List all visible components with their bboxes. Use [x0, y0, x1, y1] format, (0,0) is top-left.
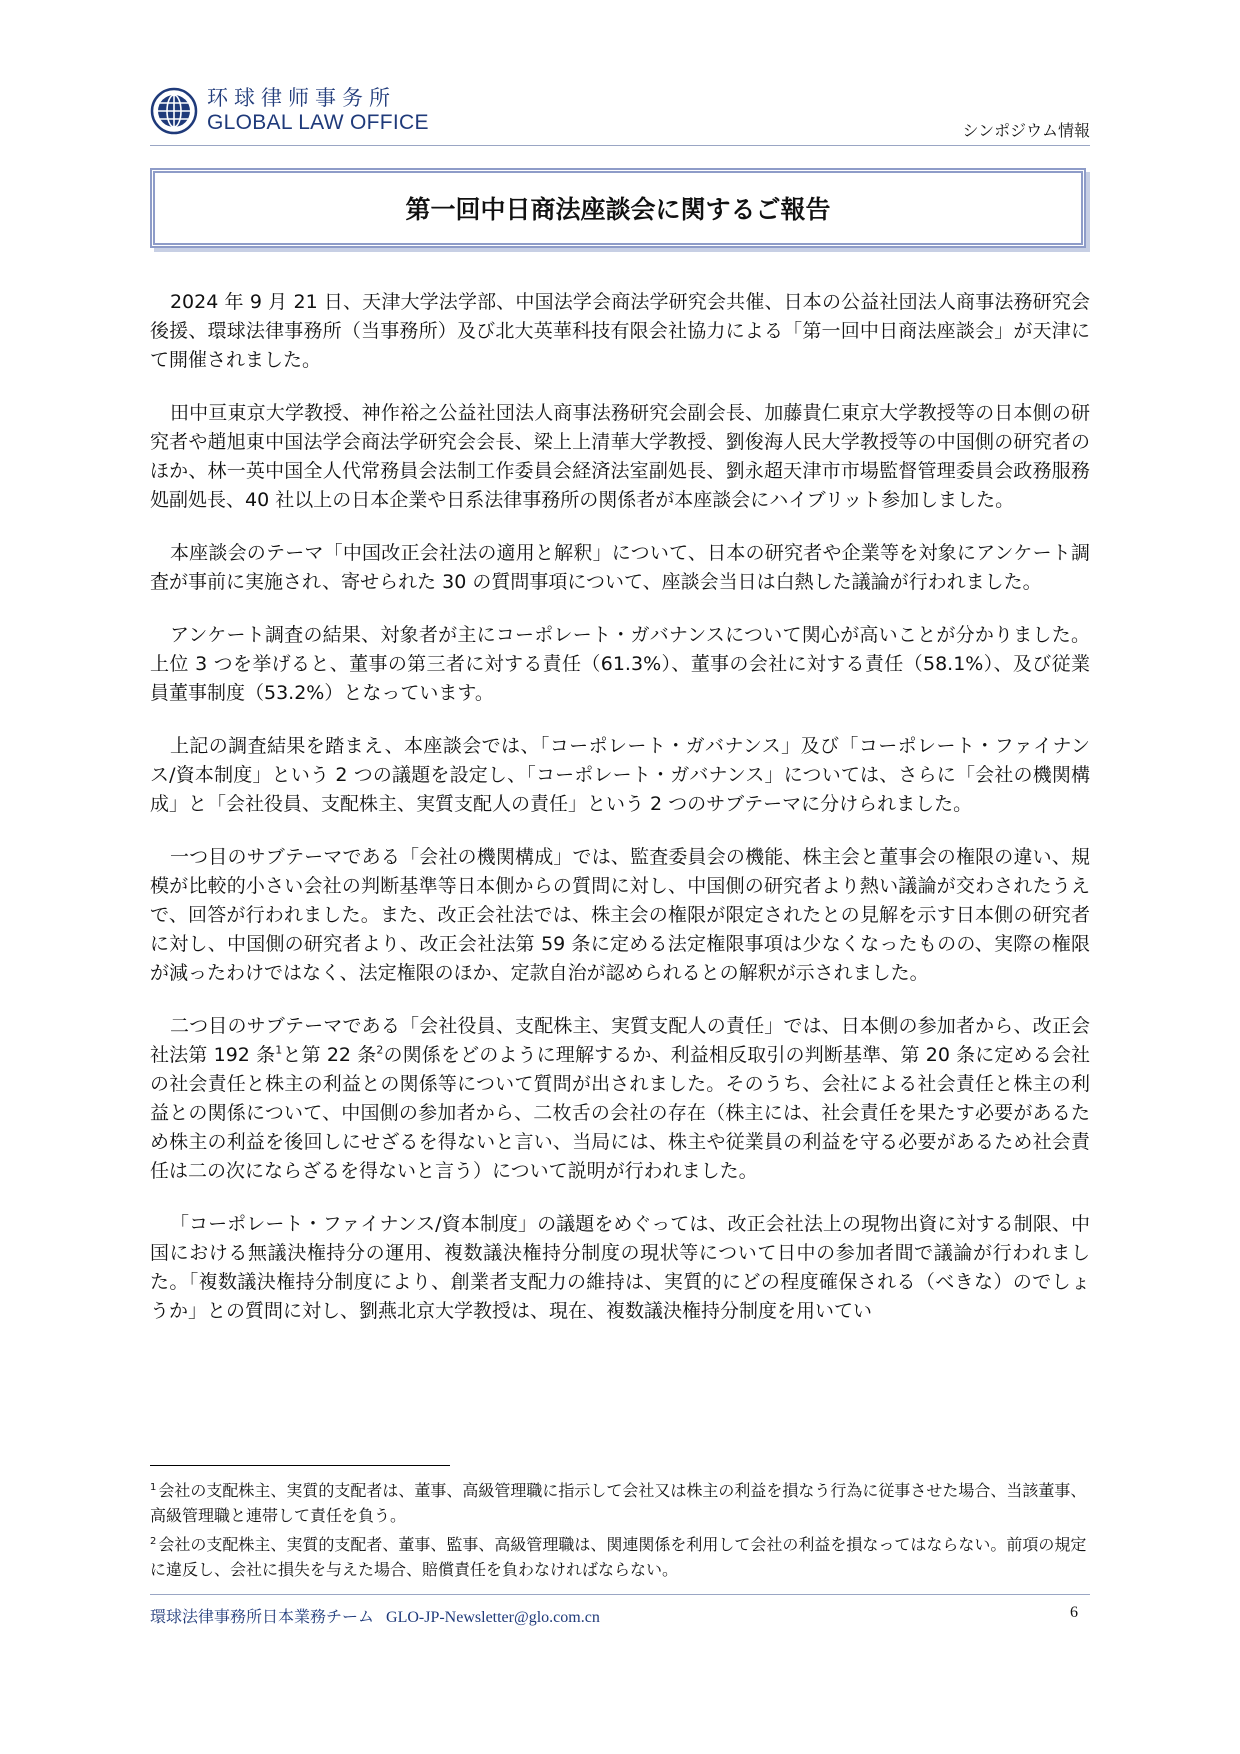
paragraph: 一つ目のサブテーマである「会社の機関構成」では、監査委員会の機能、株主会と董事会の権限の違い、規模が比較的小さい会社の判断基準等日本側からの質問に対し、中国側の研究者より熱い議論が交わされたうえで、回答が行われました。また、改正会社法では、株主会の権限が限定されたとの見解を示す日本側の研究者に対し、中国側の研究者より、改正会社法第 59 条に定める法定権限事項は少なくなったものの、実際の権限が減ったわけではなく、法定権限のほか、定款自治が認められるとの解釈が示されました。 — [150, 846, 1090, 984]
logo-english-name: GLOBAL LAW OFFICE — [207, 111, 429, 134]
page-title: 第一回中日商法座談会に関するご報告 — [405, 195, 831, 224]
page-number: 6 — [1070, 1604, 1078, 1621]
page-header — [150, 86, 1090, 148]
footer-team: 環球法律事務所日本業務チーム — [150, 1607, 375, 1626]
paragraph-with-footnotes — [150, 1012, 1090, 1186]
title-box — [150, 168, 1086, 248]
paragraph: 田中亘東京大学教授、神作裕之公益社団法人商事法務研究会副会長、加藤貴仁東京大学教授等の日本側の研究者や趙旭東中国法学会商法学研究会会長、梁上上清華大学教授、劉俊海人民大学教授等の中国側の研究者のほか、林一英中国全人代常務員会法制工作委員会経済法室副処長、劉永超天津市市場監督管理委員会政務服務処副処長、40 社以上の日本企業や日系法律事務所の関係者が本座談会にハイブリット参加しました。 — [150, 402, 1090, 511]
footer-email-link[interactable]: GLO-JP-Newsletter@glo.com.cn — [386, 1609, 600, 1626]
paragraph: 本座談会のテーマ「中国改正会社法の適用と解釈」について、日本の研究者や企業等を対象にアンケート調査が事前に実施され、寄せられた 30 の質問事項について、座談会当日は白熱した議論が行われました。 — [150, 542, 1090, 593]
footer-left — [150, 1604, 600, 1627]
logo-chinese-name: 环球律师事务所 — [207, 86, 396, 110]
footnote-ref[interactable]: 2 — [376, 1043, 384, 1057]
header-divider — [150, 145, 1090, 146]
footnote-text: 会社の支配株主、実質的支配者は、董事、高級管理職に指示して会社又は株主の利益を損なう行為に従事させた場合、当該董事、高級管理職と連帯して責任を負う。 — [150, 1481, 1087, 1525]
paragraph: アンケート調査の結果、対象者が主にコーポレート・ガバナンスについて関心が高いことが分かりました。上位 3 つを挙げると、董事の第三者に対する責任（61.3%）、董事の会社に対する責任（58.1%）、及び従業員董事制度（53.2%）となっています。 — [150, 624, 1090, 704]
footnote-number: 2 — [150, 1535, 157, 1547]
footnote — [150, 1478, 1090, 1528]
paragraph: 2024 年 9 月 21 日、天津大学法学部、中国法学会商法学研究会共催、日本の公益社団法人商事法務研究会後援、環球法律事務所（当事務所）及び北大英華科技有限会社協力による「第一回中日商法座談会」が天津にて開催されました。 — [150, 291, 1090, 371]
footnotes — [150, 1478, 1090, 1586]
footer-divider — [150, 1594, 1090, 1595]
logo — [150, 86, 429, 135]
section-label: シンポジウム情報 — [962, 121, 1090, 140]
article-body — [150, 288, 1090, 1350]
footnote-ref[interactable]: 1 — [275, 1043, 283, 1057]
paragraph-text: と第 22 条 — [282, 1044, 377, 1066]
footnote-number: 1 — [150, 1481, 157, 1493]
paragraph-text: 二つ目のサブテーマである「会社役員、支配株主、実質支配人の責任」では、日本側の参加者から、改正会社法第 192 条 — [150, 1015, 1090, 1066]
paragraph-text: の関係をどのように理解するか、利益相反取引の判断基準、第 20 条に定める会社の社会責任と株主の利益との関係等について質問が出されました。そのうち、会社による社会責任と株主の利益との関係について、中国側の参加者から、二枚舌の会社の存在（株主には、社会責任を果たす必要があるため株主の利益を後回しにせざるを得ないと言い、当局には、株主や従業員の利益を守る必要があるため社会責任は二の次にならざるを得ないと言う）について説明が行われました。 — [150, 1044, 1090, 1182]
paragraph: 上記の調査結果を踏まえ、本座談会では、「コーポレート・ガバナンス」及び「コーポレート・ファイナンス/資本制度」という 2 つの議題を設定し、「コーポレート・ガバナンス」については、さらに「会社の機関構成」と「会社役員、支配株主、実質支配人の責任」という 2 つのサブテーマに分けられました。 — [150, 735, 1090, 815]
footnote — [150, 1532, 1090, 1582]
page-footer — [150, 1604, 1090, 1628]
footnote-text: 会社の支配株主、実質的支配者、董事、監事、高級管理職は、関連関係を利用して会社の利益を損なってはならない。前項の規定に違反し、会社に損失を与えた場合、賠償責任を負わなければならない。 — [150, 1535, 1087, 1579]
paragraph: 「コーポレート・ファイナンス/資本制度」の議題をめぐっては、改正会社法上の現物出資に対する制限、中国における無議決権持分の運用、複数議決権持分制度の現状等について日中の参加者間で議論が行われました。「複数議決権持分制度により、創業者支配力の維持は、実質的にどの程度確保される（べきな）のでしょうか」との質問に対し、劉燕北京大学教授は、現在、複数議決権持分制度を用いてい — [150, 1213, 1090, 1322]
footnote-divider — [150, 1465, 450, 1466]
globe-logo-icon — [150, 87, 198, 135]
